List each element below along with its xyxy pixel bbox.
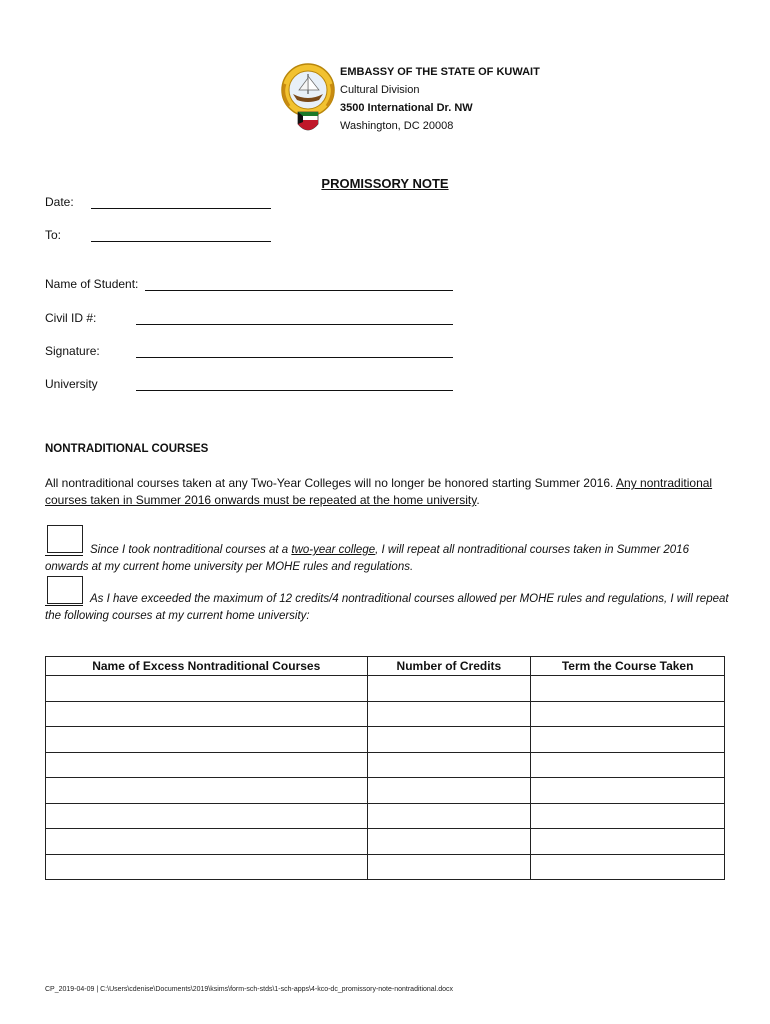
table-row xyxy=(46,676,725,702)
header-credits: Number of Credits xyxy=(367,657,531,676)
term-cell[interactable] xyxy=(531,701,725,727)
street-address: 3500 International Dr. NW xyxy=(340,102,473,114)
credits-cell[interactable] xyxy=(367,752,531,778)
credits-cell[interactable] xyxy=(367,727,531,753)
course-name-cell[interactable] xyxy=(46,676,368,702)
intro-end: . xyxy=(476,493,480,507)
two-year-college-link: two-year college xyxy=(291,544,376,556)
course-name-cell[interactable] xyxy=(46,701,368,727)
credits-cell[interactable] xyxy=(367,829,531,855)
table-row xyxy=(46,829,725,855)
signature-label: Signature: xyxy=(45,344,100,358)
term-cell[interactable] xyxy=(531,727,725,753)
civil-id-field[interactable] xyxy=(136,324,453,325)
section-title: NONTRADITIONAL COURSES xyxy=(45,443,209,455)
course-name-cell[interactable] xyxy=(46,829,368,855)
course-name-cell[interactable] xyxy=(46,803,368,829)
footer-path: CP_2019-04-09 | C:\Users\cdenise\Documents\2019\ksims\form-sch-stds\1-sch-apps\4-kco-dc_promissory-note-nontraditional.docx xyxy=(45,986,453,993)
student-name-label: Name of Student: xyxy=(45,277,139,291)
term-cell[interactable] xyxy=(531,854,725,880)
credits-cell[interactable] xyxy=(367,854,531,880)
option1-post: , I will repeat all nontraditional courses taken in Summer 2016 onwards at my current home university per MOHE rules and regulations. xyxy=(45,544,689,573)
division-name: Cultural Division xyxy=(340,84,420,96)
courses-table xyxy=(45,656,725,880)
table-row xyxy=(46,727,725,753)
course-name-cell[interactable] xyxy=(46,752,368,778)
date-field[interactable] xyxy=(91,208,271,209)
city-address: Washington, DC 20008 xyxy=(340,120,454,132)
table-row xyxy=(46,701,725,727)
intro-paragraph xyxy=(45,475,729,509)
credits-cell[interactable] xyxy=(367,701,531,727)
to-field[interactable] xyxy=(91,241,271,242)
civil-id-label: Civil ID #: xyxy=(45,311,97,325)
to-label: To: xyxy=(45,228,62,242)
course-name-cell[interactable] xyxy=(46,727,368,753)
embassy-name: EMBASSY OF THE STATE OF KUWAIT xyxy=(340,66,540,78)
term-cell[interactable] xyxy=(531,829,725,855)
student-name-field[interactable] xyxy=(145,290,453,291)
date-label: Date: xyxy=(45,195,74,209)
table-row xyxy=(46,778,725,804)
credits-cell[interactable] xyxy=(367,803,531,829)
intro-underlined-text: Any nontraditional courses taken in Summer 2016 onwards must be repeated at the home university xyxy=(45,476,713,507)
university-label: University xyxy=(45,377,98,391)
credits-cell[interactable] xyxy=(367,778,531,804)
term-cell[interactable] xyxy=(531,803,725,829)
intro-text: All nontraditional courses taken at any Two-Year Colleges will no longer be honored starting Summer 2016. xyxy=(45,476,617,490)
option1-pre: Since I took nontraditional courses at a xyxy=(90,544,292,556)
page-title: PROMISSORY NOTE xyxy=(321,176,449,191)
term-cell[interactable] xyxy=(531,778,725,804)
option1-text xyxy=(45,542,729,576)
term-cell[interactable] xyxy=(531,676,725,702)
header-course-name: Name of Excess Nontraditional Courses xyxy=(46,657,368,676)
course-name-cell[interactable] xyxy=(46,778,368,804)
term-cell[interactable] xyxy=(531,752,725,778)
option2-text: As I have exceeded the maximum of 12 credits/4 nontraditional courses allowed per MOHE rules and regulations, I will repeat the following courses at my current home university: xyxy=(45,593,729,622)
kuwait-seal-logo xyxy=(279,62,337,136)
table-row xyxy=(46,854,725,880)
table-row xyxy=(46,752,725,778)
table-row xyxy=(46,803,725,829)
signature-field[interactable] xyxy=(136,357,453,358)
credits-cell[interactable] xyxy=(367,676,531,702)
header-term: Term the Course Taken xyxy=(531,657,725,676)
university-field[interactable] xyxy=(136,390,453,391)
table-header-row xyxy=(46,657,725,676)
course-name-cell[interactable] xyxy=(46,854,368,880)
